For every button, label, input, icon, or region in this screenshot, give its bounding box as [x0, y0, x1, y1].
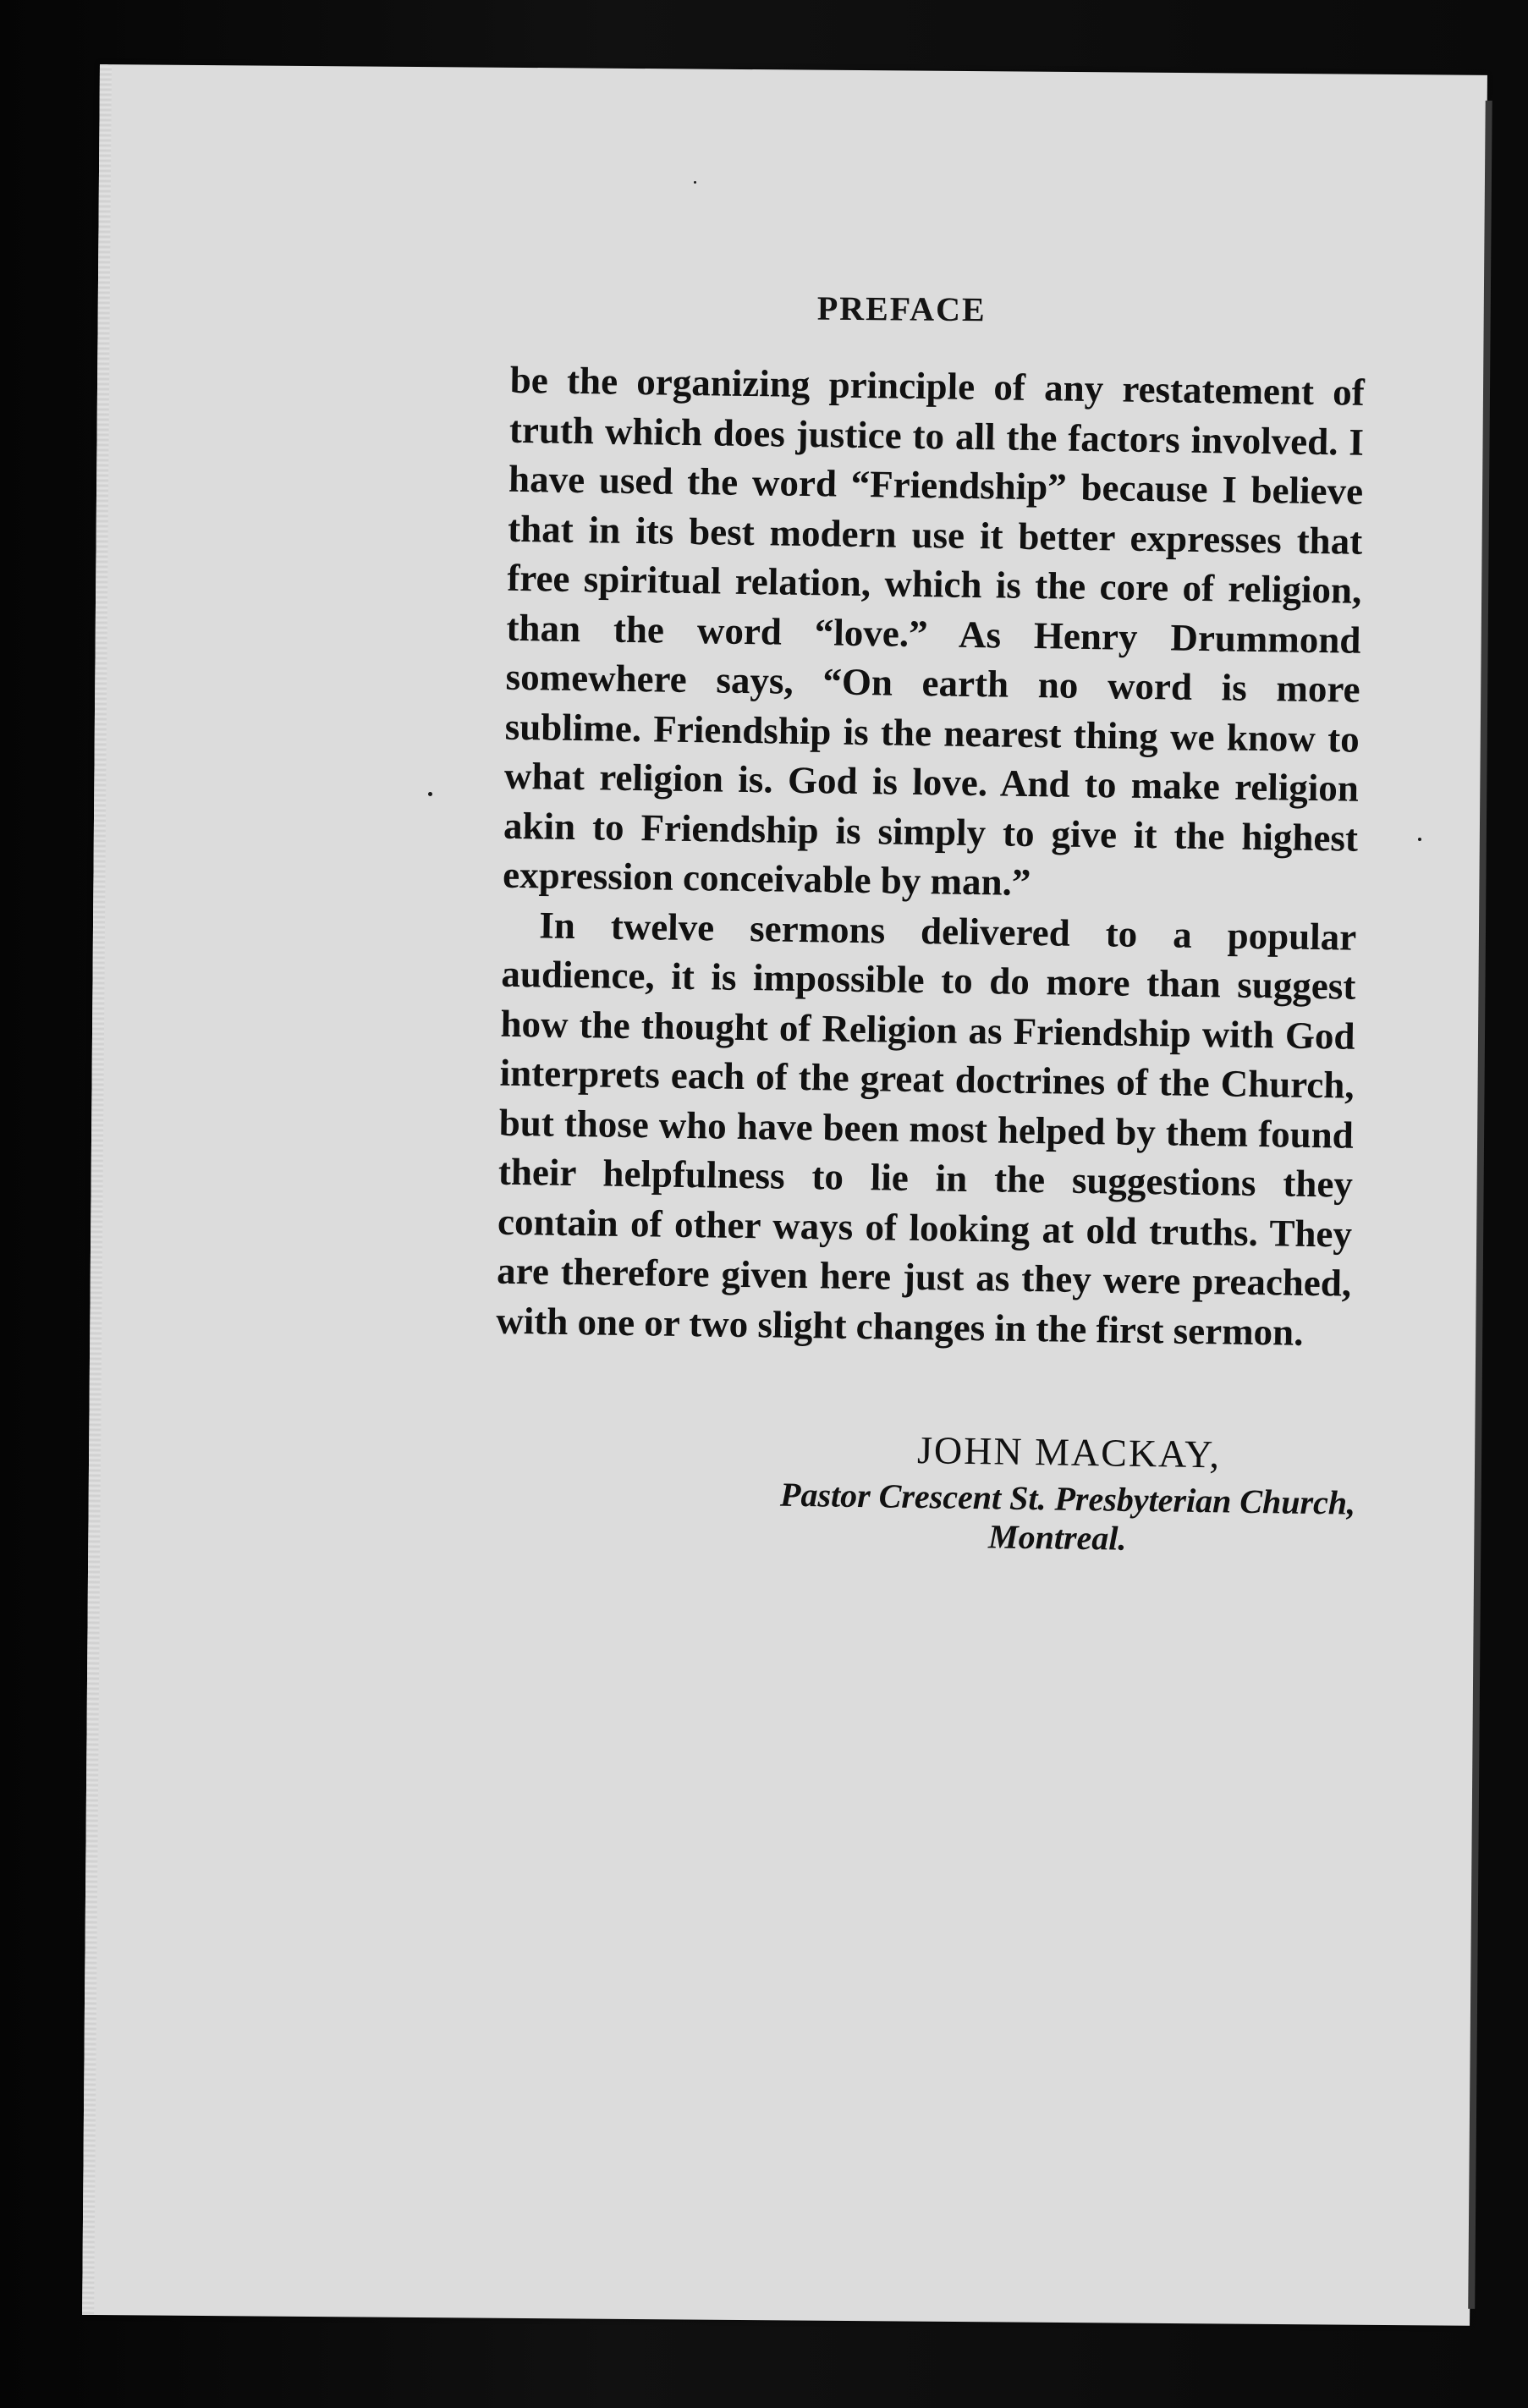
dust-speck	[694, 181, 696, 184]
paragraph-2: In twelve sermons delivered to a popular audience, it is impossible to do more than suggest how the thought of Religion as Friendship with God interprets each of the great doctrines of the Church, but those who have been most helped by them found their helpfulness to lie in the suggestions they contain of other ways of looking at old truths. They are therefore given here just as they were preached, with one or two slight changes in the first sermon.	[496, 903, 1357, 1354]
author-title: Pastor Crescent St. Presbyterian Church,	[779, 1475, 1356, 1522]
dust-speck	[428, 792, 432, 796]
author-city: Montreal.	[987, 1517, 1127, 1558]
book-page	[82, 64, 1487, 2326]
dust-speck	[1418, 838, 1421, 841]
running-head: PREFACE	[816, 289, 987, 329]
paragraph-1: be the organizing principle of any restatement of truth which does justice to all the factors involved. I have used the word “Friendship” because I believe that in its best modern use it better expresses that free spiritual relation, which is the core of religion, than the word “love.” As Henry Drummond somewhere says, “On earth no word is more sublime. Friendship is the nearest thing we know to what religion is. God is love. And to make religion akin to Friendship is simply to give it the highest expression conceivable by man.”	[502, 358, 1366, 904]
signature-block	[500, 1421, 1356, 1562]
author-name: JOHN MACKAY,	[916, 1428, 1222, 1476]
preface-body	[496, 355, 1365, 1358]
